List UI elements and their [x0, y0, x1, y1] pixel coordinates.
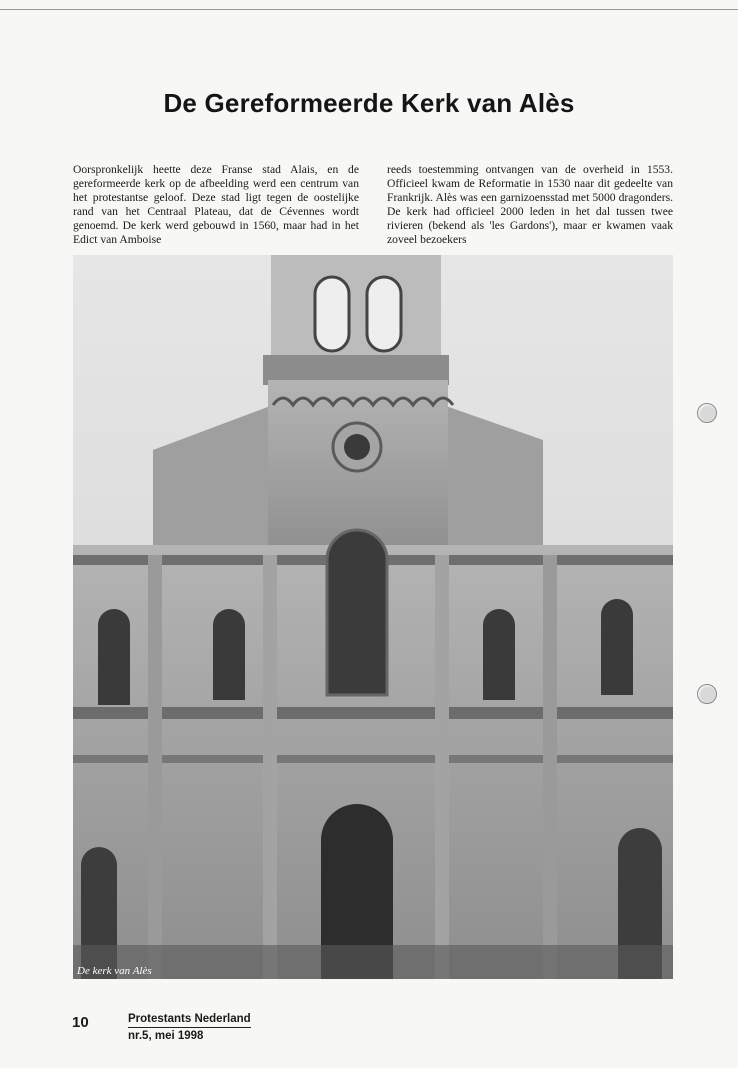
church-photo: [73, 255, 673, 979]
publication-issue: nr.5, mei 1998: [128, 1030, 204, 1042]
top-rule: [0, 9, 738, 10]
church-illustration: [73, 255, 673, 979]
punch-hole-top: [697, 403, 717, 423]
article-column-left: Oorspronkelijk heette deze Franse stad Alais, en de gereformeerde kerk op de afbeelding werd een centrum van het protestantse geloof. Deze stad ligt tegen de oostelijke rand van het Centraal Plateau, dat de Cévennes wordt genoemd. De kerk werd gebouwd in 1560, maar had in het Edict van Amboise: [73, 163, 359, 246]
punch-hole-bottom: [697, 684, 717, 704]
publication-name: Protestants Nederland: [128, 1013, 251, 1028]
publication-info: [128, 1013, 251, 1043]
article-column-right: reeds toestemming ontvangen van de overheid in 1553. Officieel kwam de Reformatie in 1530 naar dit gedeelte van Frankrijk. Alès was een garnizoensstad met 5000 dragonders. De kerk had officieel 2000 leden in het dal tussen twee rivieren (bekend als 'les Gardons'), maar er kwamen vaak zoveel bezoekers: [387, 163, 673, 246]
page-number: 10: [72, 1014, 89, 1031]
page-title: De Gereformeerde Kerk van Alès: [163, 88, 575, 118]
photo-caption: De kerk van Alès: [77, 965, 152, 977]
